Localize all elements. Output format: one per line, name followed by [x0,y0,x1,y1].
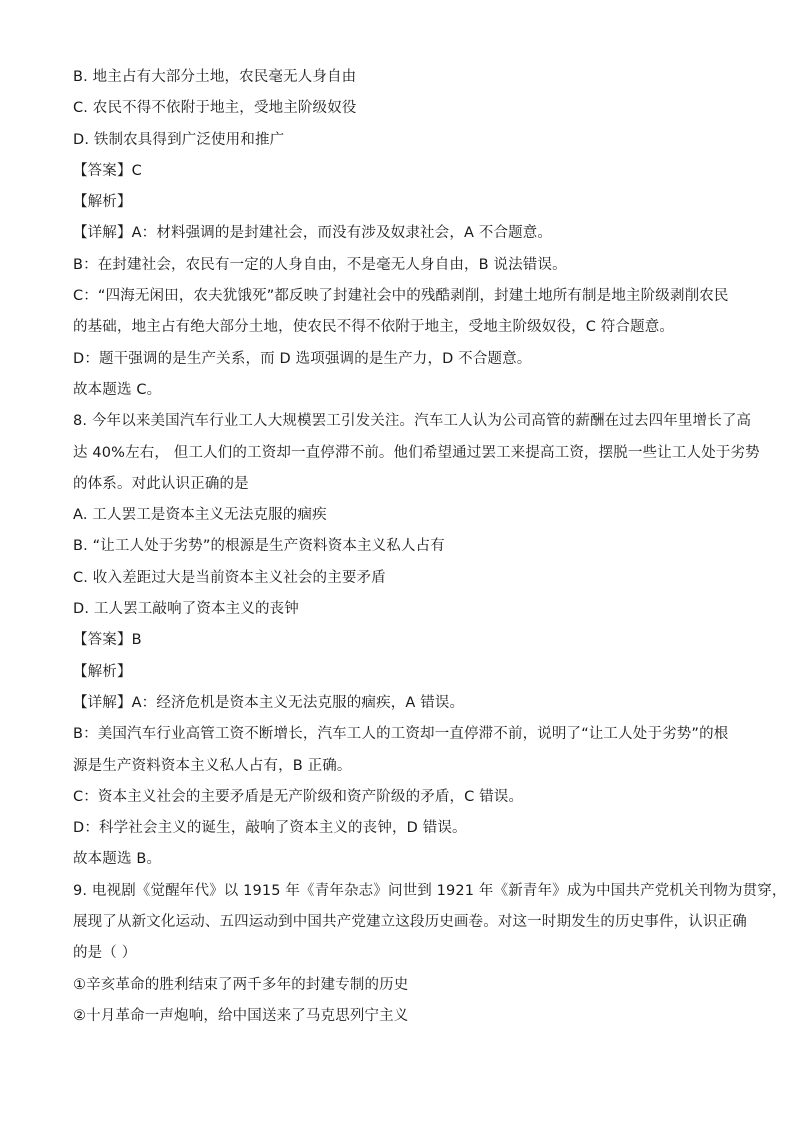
document-page [73,62,787,1032]
explanation-q7-c-2: 的基础，地主占有绝大部分土地，使农民不得不依附于地主，受地主阶级奴役，C 符合题意。 [73,319,675,336]
explanation-q7-c-1: C：“四海无闲田，农夫犹饿死”都反映了封建社会中的残酷剥削，封建土地所有制是地主阶级剥削农民 [73,288,729,305]
option-d-q8: D. 工人罢工敲响了资本主义的丧钟 [73,601,299,618]
explanation-q8-c: C：资本主义社会的主要矛盾是无产阶级和资产阶级的矛盾，C 错误。 [73,788,524,805]
explanation-q7-a: 【详解】A：材料强调的是封建社会，而没有涉及奴隶社会，A 不合题意。 [73,225,553,242]
option-b-q7: B. 地主占有大部分土地，农民毫无人身自由 [73,69,357,85]
explanation-q8-d: D：科学社会主义的诞生，敲响了资本主义的丧钟，D 错误。 [73,820,467,837]
analysis-heading-q8: 【解析】 [73,663,132,680]
explanation-q8-b-1: B：美国汽车行业高管工资不断增长，汽车工人的工资却一直停滞不前，说明了“让工人处于劣势”的根 [73,726,729,743]
option-c-q8: C. 收入差距过大是当前资本主义社会的主要矛盾 [73,569,386,586]
explanation-q8-b-2: 源是生产资料资本主义私人占有，B 正确。 [73,757,352,774]
option-a-q8: A. 工人罢工是资本主义无法克服的痼疾 [73,507,327,524]
explanation-q7-d: D：题干强调的是生产关系，而 D 选项强调的是生产力，D 不合题意。 [73,350,532,367]
question-8-stem-2: 达 40%左右， 但工人们的工资却一直停滞不前。他们希望通过罢工来提高工资，摆脱一些让工人处于劣势 [73,444,760,461]
answer-q8: 【答案】B [73,632,142,649]
statement-2-q9: ②十月革命一声炮响，给中国送来了马克思列宁主义 [73,1007,409,1024]
question-9-stem-3: 的是（ ） [73,945,137,962]
question-9-stem-1: 9. 电视剧《觉醒年代》以 1915 年《青年杂志》问世到 1921 年《新青年》成为中国共产党机关刊物为贯穿， [73,882,787,899]
option-d-q7: D. 铁制农具得到广泛使用和推广 [73,131,285,148]
answer-q7: 【答案】C [73,162,142,179]
question-8-stem-1: 8. 今年以来美国汽车行业工人大规模罢工引发关注。汽车工人认为公司高管的薪酬在过去四年里增长了高 [73,413,752,430]
analysis-heading-q7: 【解析】 [73,194,132,211]
statement-1-q9: ①辛亥革命的胜利结束了两千多年的封建专制的历史 [73,976,409,993]
conclusion-q7: 故本题选 C。 [73,381,162,398]
explanation-q8-a: 【详解】A：经济危机是资本主义无法克服的痼疾，A 错误。 [73,694,465,711]
question-9-stem-2: 展现了从新文化运动、五四运动到中国共产党建立这段历史画卷。对这一时期发生的历史事件，认识正确 [73,914,747,931]
option-b-q8: B. “让工人处于劣势”的根源是生产资料资本主义私人占有 [73,538,445,555]
question-8-stem-3: 的体系。对此认识正确的是 [73,475,249,492]
explanation-q7-b: B：在封建社会，农民有一定的人身自由，不是毫无人身自由，B 说法错误。 [73,256,567,273]
conclusion-q8: 故本题选 B。 [73,851,162,868]
option-c-q7: C. 农民不得不依附于地主，受地主阶级奴役 [73,100,357,117]
